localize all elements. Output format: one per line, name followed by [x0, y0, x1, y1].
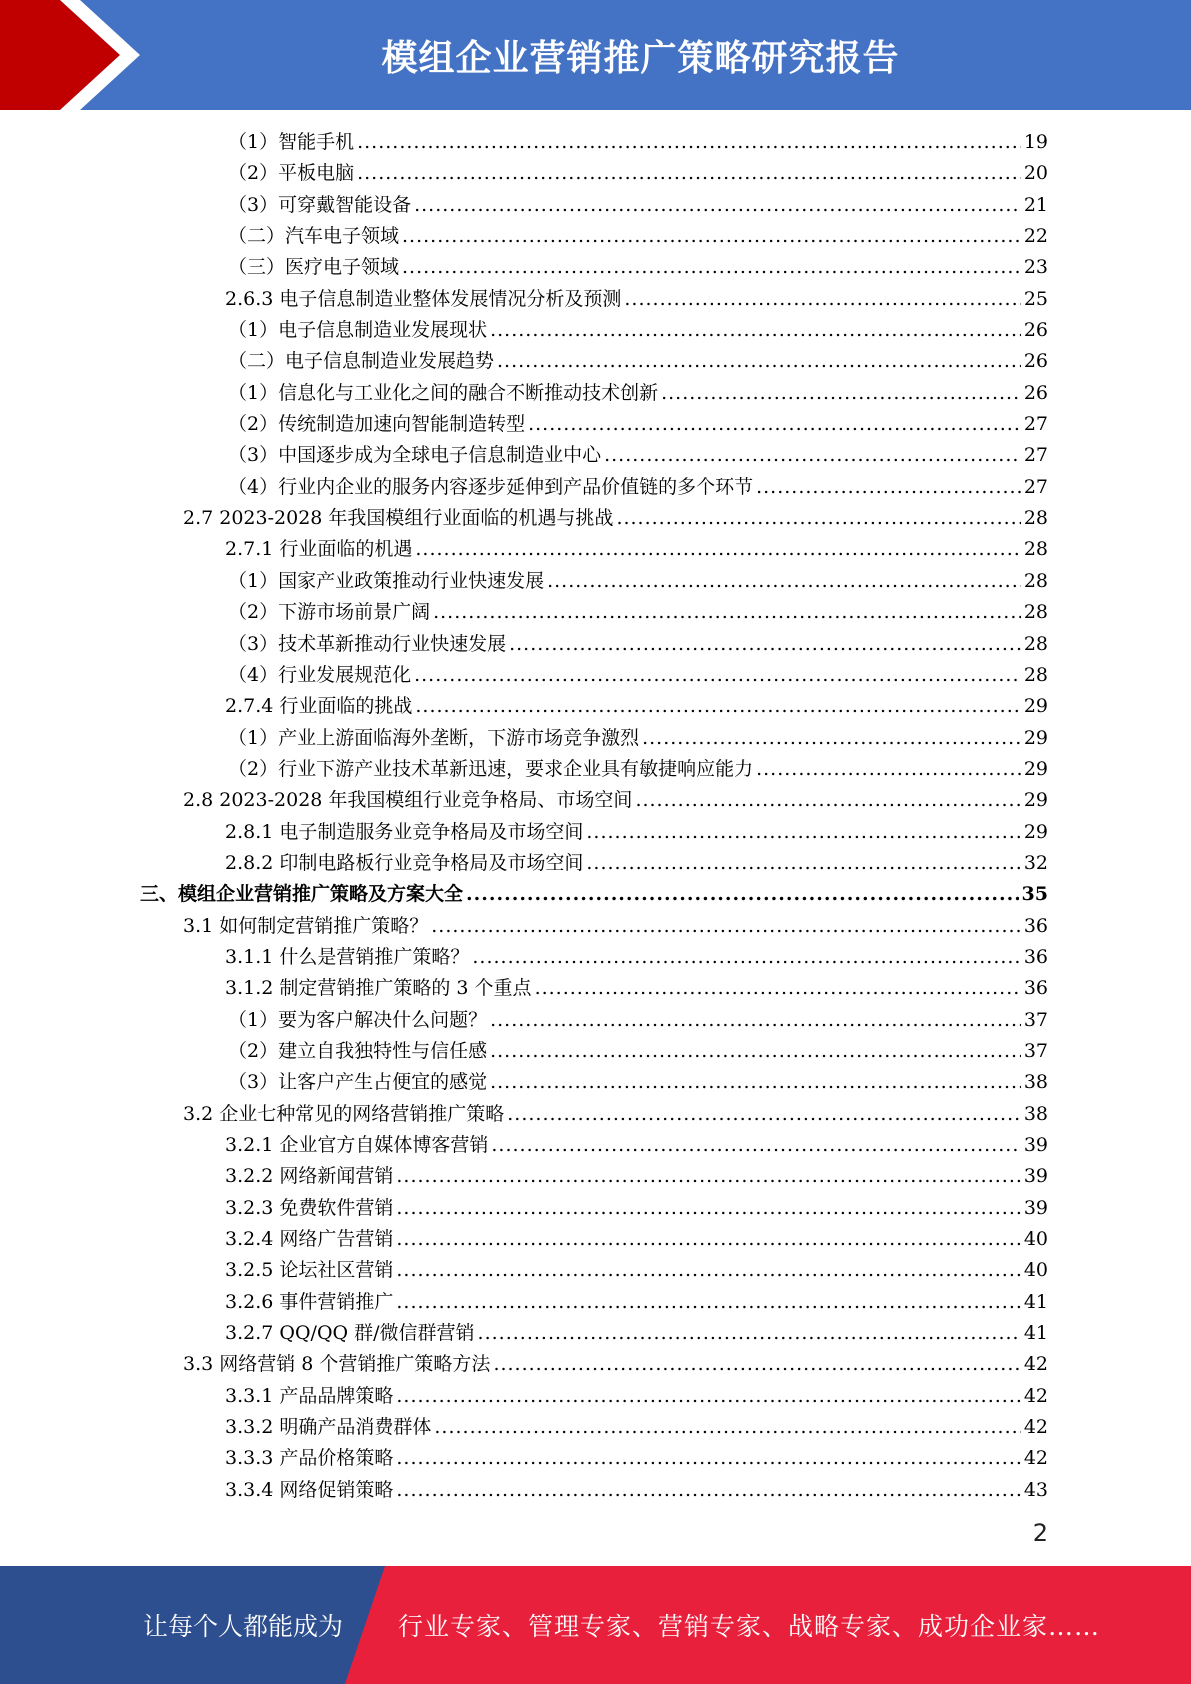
toc-entry[interactable] [0, 127, 1191, 158]
toc-dot-leader [756, 472, 1021, 503]
toc-dot-leader [756, 754, 1021, 785]
toc-entry-page: 36 [1023, 977, 1048, 1000]
toc-entry[interactable] [0, 1099, 1191, 1130]
toc-entry[interactable] [0, 1130, 1191, 1161]
toc-entry[interactable] [0, 1287, 1191, 1318]
table-of-contents [0, 127, 1191, 1506]
toc-entry-page: 36 [1023, 945, 1048, 968]
toc-entry[interactable] [0, 534, 1191, 565]
toc-entry-page: 41 [1023, 1290, 1048, 1313]
toc-entry-title: （3）技术革新推动行业快速发展 [228, 632, 507, 655]
toc-dot-leader [490, 315, 1021, 346]
toc-entry-page: 38 [1023, 1071, 1048, 1094]
toc-dot-leader [490, 1067, 1021, 1098]
toc-entry-page: 36 [1023, 914, 1048, 937]
toc-entry[interactable] [0, 409, 1191, 440]
toc-entry-title: 3.2.6 事件营销推广 [225, 1290, 394, 1313]
toc-entry-page: 29 [1023, 695, 1048, 718]
toc-entry-page: 27 [1023, 413, 1048, 436]
toc-dot-leader [616, 503, 1020, 534]
toc-entry-page: 38 [1023, 1102, 1048, 1125]
toc-dot-leader [396, 1443, 1020, 1474]
toc-dot-leader [357, 127, 1021, 158]
toc-entry-title: （3）中国逐步成为全球电子信息制造业中心 [228, 444, 602, 467]
toc-entry-page: 42 [1023, 1416, 1048, 1439]
toc-entry[interactable] [0, 691, 1191, 722]
toc-dot-leader [396, 1161, 1020, 1192]
toc-entry[interactable] [0, 911, 1191, 942]
toc-dot-leader [396, 1255, 1020, 1286]
toc-entry-title: 2.6.3 电子信息制造业整体发展情况分析及预测 [225, 287, 622, 310]
toc-entry-title: 3.1.1 什么是营销推广策略？ [225, 945, 470, 968]
toc-entry-page: 42 [1023, 1384, 1048, 1407]
toc-entry-page: 43 [1023, 1478, 1048, 1501]
toc-dot-leader [535, 973, 1021, 1004]
toc-dot-leader [434, 1412, 1020, 1443]
toc-entry[interactable] [0, 1255, 1191, 1286]
toc-entry-page: 26 [1023, 381, 1048, 404]
report-title: 模组企业营销推广策略研究报告 [381, 37, 900, 79]
toc-dot-leader [472, 942, 1020, 973]
toc-entry-title: 三、模组企业营销推广策略及方案大全 [140, 883, 464, 906]
header-chevron-decoration [0, 0, 160, 110]
toc-entry[interactable] [0, 1067, 1191, 1098]
toc-dot-leader [661, 378, 1021, 409]
toc-entry-page: 40 [1023, 1228, 1048, 1251]
toc-entry-title: 3.3.4 网络促销策略 [225, 1478, 394, 1501]
toc-dot-leader [586, 848, 1020, 879]
toc-dot-leader [396, 1224, 1020, 1255]
toc-entry[interactable] [0, 1036, 1191, 1067]
toc-entry-title: （1）智能手机 [228, 131, 355, 153]
toc-dot-leader [509, 629, 1021, 660]
toc-entry-page: 28 [1023, 663, 1048, 686]
toc-entry-page: 26 [1023, 319, 1048, 342]
toc-entry-title: （三）医疗电子领域 [228, 256, 400, 279]
toc-entry-page: 28 [1023, 601, 1048, 624]
toc-entry[interactable] [0, 346, 1191, 377]
toc-entry[interactable] [0, 1005, 1191, 1036]
toc-entry-title: （2）平板电脑 [228, 162, 355, 185]
page-header [0, 0, 1191, 110]
toc-entry[interactable] [0, 785, 1191, 816]
toc-entry-title: 3.2.2 网络新闻营销 [225, 1165, 394, 1188]
toc-entry-title: （4）行业内企业的服务内容逐步延伸到产品价值链的多个环节 [228, 475, 754, 498]
page-footer [0, 1566, 1191, 1684]
toc-entry-title: 3.1.2 制定营销推广策略的 3 个重点 [225, 977, 532, 1000]
toc-entry[interactable] [0, 817, 1191, 848]
toc-entry-title: 3.2.3 免费软件营销 [225, 1196, 394, 1219]
toc-dot-leader [497, 346, 1021, 377]
toc-entry-page: 39 [1023, 1196, 1048, 1219]
toc-dot-leader [635, 785, 1020, 816]
toc-entry-page: 35 [1021, 883, 1048, 906]
toc-entry[interactable] [0, 440, 1191, 471]
toc-entry-page: 42 [1023, 1353, 1048, 1376]
toc-entry-title: （2）行业下游产业技术革新迅速，要求企业具有敏捷响应能力 [228, 757, 754, 780]
toc-entry-page: 29 [1023, 757, 1048, 780]
toc-entry[interactable] [0, 1475, 1191, 1506]
toc-entry-title: 2.8.2 印制电路板行业竞争格局及市场空间 [225, 851, 584, 874]
footer-slogan-right: 行业专家、管理专家、营销专家、战略专家、成功企业家…… [398, 1612, 1101, 1641]
toc-dot-leader [433, 597, 1021, 628]
toc-dot-leader [466, 879, 1019, 910]
toc-entry[interactable] [0, 723, 1191, 754]
toc-entry-title: 3.2 企业七种常见的网络营销推广策略 [183, 1102, 505, 1125]
toc-entry[interactable] [0, 472, 1191, 503]
toc-dot-leader [478, 1318, 1021, 1349]
toc-entry[interactable] [0, 597, 1191, 628]
toc-entry-page: 23 [1023, 256, 1048, 279]
toc-dot-leader [624, 284, 1020, 315]
toc-entry-page: 32 [1023, 851, 1048, 874]
toc-entry-title: 3.3.2 明确产品消费群体 [225, 1416, 432, 1439]
toc-entry-page: 37 [1023, 1039, 1048, 1062]
toc-entry[interactable] [0, 629, 1191, 660]
toc-entry-title: 2.7 2023-2028 年我国模组行业面临的机遇与挑战 [183, 507, 614, 530]
toc-entry-page: 22 [1023, 225, 1048, 248]
toc-dot-leader [490, 1005, 1021, 1036]
toc-entry[interactable] [0, 158, 1191, 189]
toc-dot-leader [396, 1193, 1020, 1224]
toc-dot-leader [604, 440, 1021, 471]
toc-entry-title: （二）汽车电子领域 [228, 225, 400, 248]
toc-dot-leader [490, 1036, 1021, 1067]
toc-entry-title: （1）要为客户解决什么问题？ [228, 1008, 488, 1031]
toc-entry-page: 27 [1023, 475, 1048, 498]
toc-dot-leader [547, 566, 1021, 597]
toc-entry-title: 2.8.1 电子制造服务业竞争格局及市场空间 [225, 820, 584, 843]
toc-entry-title: 3.2.1 企业官方自媒体博客营销 [225, 1134, 489, 1156]
toc-entry-title: （1）信息化与工业化之间的融合不断推动技术创新 [228, 381, 659, 404]
toc-entry-title: （1）产业上游面临海外垄断，下游市场竞争激烈 [228, 726, 640, 749]
toc-dot-leader [528, 409, 1021, 440]
toc-entry-page: 28 [1023, 538, 1048, 561]
toc-entry-title: （3）可穿戴智能设备 [228, 193, 412, 216]
toc-dot-leader [415, 691, 1020, 722]
toc-entry[interactable] [0, 848, 1191, 879]
toc-entry-page: 29 [1023, 789, 1048, 812]
toc-entry-page: 20 [1023, 162, 1048, 185]
toc-entry[interactable] [0, 190, 1191, 221]
toc-entry-page: 39 [1023, 1134, 1048, 1156]
toc-entry-title: 3.1 如何制定营销推广策略？ [183, 914, 429, 937]
toc-entry-title: （4）行业发展规范化 [228, 663, 412, 686]
toc-entry-page: 41 [1023, 1322, 1048, 1345]
toc-entry-page: 40 [1023, 1259, 1048, 1282]
toc-entry[interactable] [0, 315, 1191, 346]
toc-entry-title: （二）电子信息制造业发展趋势 [228, 350, 495, 373]
toc-entry-page: 29 [1023, 820, 1048, 843]
toc-entry-page: 26 [1023, 350, 1048, 373]
toc-entry[interactable] [0, 1412, 1191, 1443]
toc-entry[interactable] [0, 378, 1191, 409]
toc-entry[interactable] [0, 1318, 1191, 1349]
toc-dot-leader [414, 190, 1021, 221]
toc-entry-title: 2.7.4 行业面临的挑战 [225, 695, 413, 718]
toc-entry-title: 3.3 网络营销 8 个营销推广策略方法 [183, 1353, 491, 1376]
toc-entry-page: 28 [1023, 569, 1048, 592]
toc-entry-title: （3）让客户产生占便宜的感觉 [228, 1071, 488, 1094]
toc-dot-leader [396, 1475, 1020, 1506]
toc-entry[interactable] [0, 503, 1191, 534]
toc-entry-page: 27 [1023, 444, 1048, 467]
toc-dot-leader [357, 158, 1021, 189]
toc-entry-page: 28 [1023, 632, 1048, 655]
toc-entry-page: 25 [1023, 287, 1048, 310]
toc-entry-page: 21 [1023, 193, 1048, 216]
page-number: 2 [1032, 1519, 1048, 1547]
toc-entry[interactable] [0, 1381, 1191, 1412]
toc-entry[interactable] [0, 221, 1191, 252]
toc-dot-leader [642, 723, 1021, 754]
toc-entry[interactable] [0, 973, 1191, 1004]
toc-entry[interactable] [0, 1224, 1191, 1255]
toc-entry-page: 19 [1023, 131, 1048, 153]
toc-entry-title: 3.2.7 QQ/QQ 群/微信群营销 [225, 1322, 475, 1345]
toc-dot-leader [493, 1349, 1020, 1380]
footer-slogan-left: 让每个人都能成为 [143, 1612, 344, 1641]
toc-entry-page: 39 [1023, 1165, 1048, 1188]
toc-dot-leader [396, 1287, 1020, 1318]
toc-entry-title: 3.3.1 产品品牌策略 [225, 1384, 394, 1407]
toc-entry[interactable] [0, 942, 1191, 973]
toc-entry[interactable] [0, 252, 1191, 283]
toc-dot-leader [414, 660, 1021, 691]
toc-entry[interactable] [0, 1193, 1191, 1224]
toc-dot-leader [396, 1381, 1020, 1412]
toc-entry-title: （1）电子信息制造业发展现状 [228, 319, 488, 342]
toc-entry-title: （2）建立自我独特性与信任感 [228, 1039, 488, 1062]
toc-dot-leader [491, 1130, 1020, 1161]
toc-entry[interactable] [0, 1161, 1191, 1192]
toc-entry[interactable] [0, 879, 1191, 910]
toc-dot-leader [402, 221, 1021, 252]
toc-entry-title: 3.2.4 网络广告营销 [225, 1228, 394, 1251]
toc-entry-title: （2）传统制造加速向智能制造转型 [228, 413, 526, 436]
toc-entry-page: 29 [1023, 726, 1048, 749]
toc-entry[interactable] [0, 284, 1191, 315]
toc-entry[interactable] [0, 1349, 1191, 1380]
toc-dot-leader [402, 252, 1021, 283]
toc-entry[interactable] [0, 660, 1191, 691]
toc-entry[interactable] [0, 566, 1191, 597]
toc-entry-page: 28 [1023, 507, 1048, 530]
toc-entry-title: 3.2.5 论坛社区营销 [225, 1259, 394, 1282]
toc-entry-title: 2.8 2023-2028 年我国模组行业竞争格局、市场空间 [183, 789, 633, 812]
toc-entry[interactable] [0, 754, 1191, 785]
toc-entry-page: 37 [1023, 1008, 1048, 1031]
toc-entry[interactable] [0, 1443, 1191, 1474]
toc-dot-leader [415, 534, 1020, 565]
toc-dot-leader [507, 1099, 1021, 1130]
toc-entry-title: （1）国家产业政策推动行业快速发展 [228, 569, 545, 592]
toc-dot-leader [431, 911, 1021, 942]
toc-dot-leader [586, 817, 1020, 848]
toc-entry-page: 42 [1023, 1447, 1048, 1470]
toc-entry-title: 3.3.3 产品价格策略 [225, 1447, 394, 1470]
toc-entry-title: 2.7.1 行业面临的机遇 [225, 538, 413, 561]
toc-entry-title: （2）下游市场前景广阔 [228, 601, 431, 624]
